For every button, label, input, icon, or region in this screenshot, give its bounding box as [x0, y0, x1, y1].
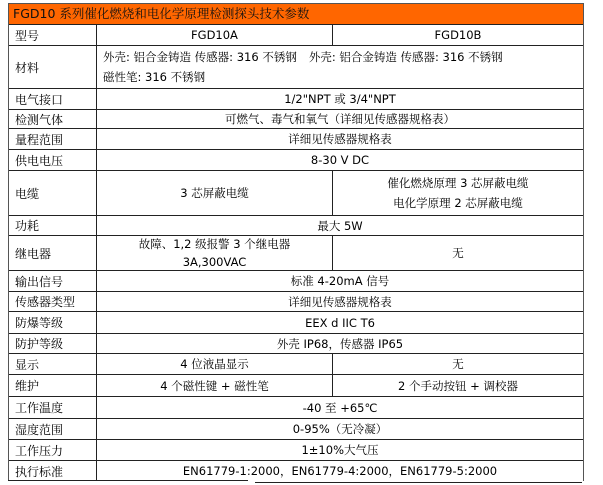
row-label: 量程范围	[9, 129, 97, 149]
cable-b-line1: 催化燃烧原理 3 芯屏蔽电缆	[387, 176, 529, 190]
table-row-relay	[9, 236, 583, 271]
table-row-power	[9, 216, 583, 236]
table-row-standard	[9, 461, 583, 481]
table-row-pressure	[9, 440, 583, 461]
display-b: 无	[452, 357, 464, 371]
row-label: 材料	[9, 46, 97, 88]
row-value: 最大 5W	[317, 218, 363, 233]
row-label: 防爆等级	[9, 312, 97, 333]
row-label: 执行标准	[9, 461, 97, 481]
row-value: 0-95%（无冷凝）	[292, 422, 388, 436]
row-label: 继电器	[9, 236, 97, 270]
table-bottom-border	[8, 480, 248, 481]
table-row-range	[9, 129, 583, 150]
row-value: -40 至 +65℃	[302, 400, 378, 415]
maintenance-a: 4 个磁性键 + 磁性笔	[97, 375, 333, 396]
cable-b-line2: 电化学原理 2 芯屏蔽电缆	[393, 196, 523, 210]
relay-a-line2: 3A,300VAC	[182, 255, 247, 269]
row-label: 电缆	[9, 171, 97, 215]
table-row-output	[9, 271, 583, 292]
table-row-cable	[9, 171, 583, 216]
row-label: 输出信号	[9, 271, 97, 291]
cable-b	[333, 171, 583, 215]
cable-a: 3 芯屏蔽电缆	[97, 171, 333, 215]
row-label: 维护	[9, 375, 97, 396]
table-row-temp	[9, 397, 583, 419]
relay-b: 无	[452, 246, 464, 260]
table-row-ex	[9, 312, 583, 334]
row-value: 外壳 IP68，传感器 IP65	[276, 336, 404, 351]
row-label: 湿度范围	[9, 419, 97, 439]
table-row-sensor-type	[9, 292, 583, 312]
table-row-maintenance	[9, 375, 583, 397]
row-label: 功耗	[9, 216, 97, 235]
row-value: 1/2"NPT 或 3/4"NPT	[284, 92, 396, 106]
table-row-ip	[9, 334, 583, 354]
row-value: 标准 4-20mA 信号	[290, 274, 390, 288]
row-label: 防护等级	[9, 334, 97, 353]
row-label: 电气接口	[9, 89, 97, 109]
table-row-supply	[9, 150, 583, 171]
table-row-model	[9, 25, 583, 46]
table-row-humidity	[9, 419, 583, 440]
table-bottom-border-right	[255, 482, 582, 483]
table-title: FGD10 系列催化燃烧和电化学原理检测探头技术参数	[9, 3, 583, 25]
table-row-display	[9, 354, 583, 375]
model-a: FGD10A	[97, 25, 333, 45]
row-label: 传感器类型	[9, 292, 97, 311]
display-a: 4 位液晶显示	[97, 354, 333, 374]
row-label: 工作温度	[9, 397, 97, 418]
row-label: 供电电压	[9, 150, 97, 170]
material-value	[97, 46, 583, 88]
row-value: 详细见传感器规格表	[288, 294, 392, 309]
material-a: 外壳: 铝合金铸造 传感器: 316 不锈钢	[103, 50, 297, 64]
row-value: EEX d IIC T6	[305, 315, 375, 330]
row-value: 可燃气、毒气和氧气（详细见传感器规格表）	[225, 112, 455, 126]
model-b: FGD10B	[434, 28, 482, 42]
maintenance-b: 2 个手动按钮 + 调校器	[398, 378, 518, 393]
table-row-gas	[9, 110, 583, 129]
material-b: 外壳: 铝合金铸造 传感器: 316 不锈钢	[308, 50, 503, 64]
spec-table	[8, 3, 584, 481]
table-row-interface	[9, 89, 583, 110]
material-pen: 磁性笔: 316 不锈钢	[103, 70, 206, 84]
row-value: 8-30 V DC	[310, 153, 370, 167]
row-label: 型号	[9, 25, 97, 45]
relay-a	[97, 236, 333, 270]
row-label: 工作压力	[9, 440, 97, 460]
row-value: 1±10%大气压	[301, 443, 379, 457]
relay-a-line1: 故障、1,2 级报警 3 个继电器	[138, 237, 291, 251]
row-value: 详细见传感器规格表	[288, 132, 392, 146]
row-label: 检测气体	[9, 110, 97, 128]
row-value: EN61779-1:2000，EN61779-4:2000，EN61779-5:2000	[182, 464, 498, 478]
row-label: 显示	[9, 354, 97, 374]
table-row-material	[9, 46, 583, 89]
